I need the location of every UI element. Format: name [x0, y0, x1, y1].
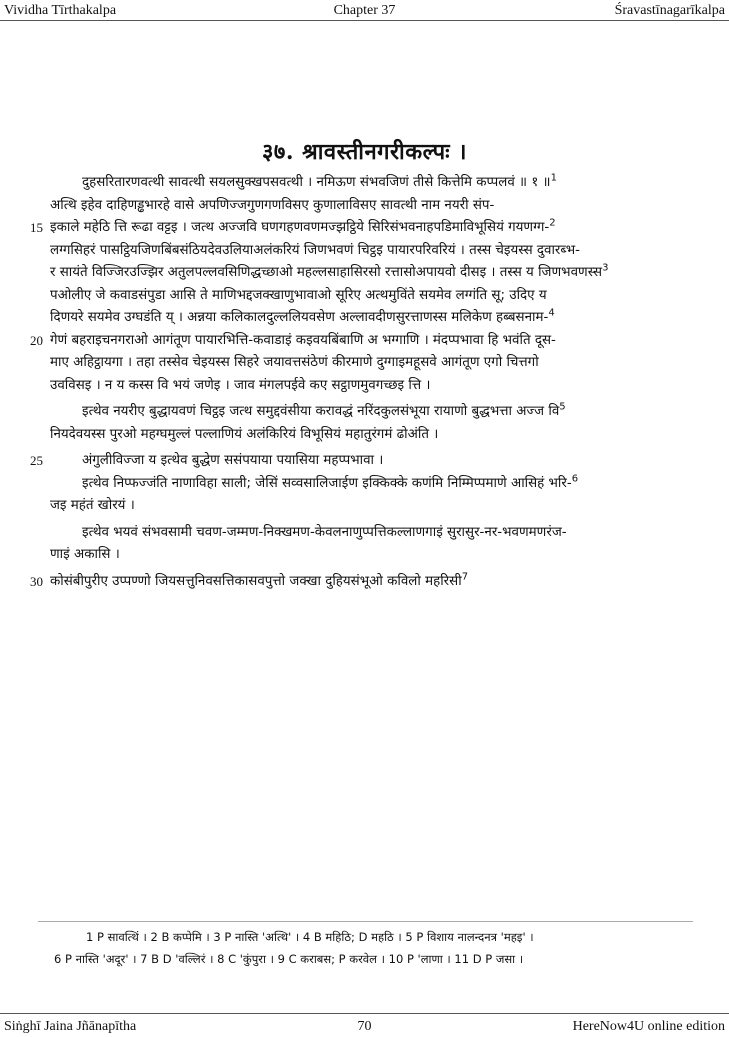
- footnote-ref: 6: [571, 473, 579, 485]
- text-line: [0, 450, 729, 473]
- chapter-title: ३७. श्रावस्तीनगरीकल्पः ।: [261, 139, 468, 165]
- line-content: इत्थेव निप्फज्जंति नाणाविहा साली; जेसिं सव्वसालिजाईण इक्किक्के कणंमि निम्मिप्पमाणे आसिहं भरि-: [82, 475, 572, 491]
- line-content: लग्गसिहरं पासट्ठियजिणबिंबसंठियदेवउलियाअलंकरियं जिणभवणं चिट्ठइ पायारपरिवरियं । तस्स चेइयस्स दुवारब्भ-: [50, 242, 581, 258]
- line-content: दिणयरे सयमेव उग्घडंति य्‌ । अन्नया कलिकालदुल्ललियवसेण अल्लावदीणसुरत्ताणस्स मलिकेण हब्बसनाम-: [50, 310, 549, 325]
- line-content: अत्थि इहेव दाहिणड्ढभारहे वासे अपणिज्जगुणगणविसए कुणालाविसए सावत्थी नाम नयरी संप-: [50, 197, 495, 213]
- line-text: [50, 285, 547, 308]
- line-number: 30: [30, 573, 43, 589]
- text-line: [0, 544, 729, 567]
- line-number: 25: [30, 453, 43, 468]
- line-content: इत्थेव भयवं संभवसामी चवण-जम्मण-निक्खमण-केवलनाणुप्पत्तिकल्लाणगाइं सुरासुर-नर-भवणमणरंज-: [82, 524, 567, 540]
- line-text: [50, 330, 556, 353]
- text-line: [0, 217, 729, 240]
- line-text: [50, 217, 556, 240]
- line-content: जइ महंतं खोरयं ।: [50, 498, 135, 513]
- running-header: [0, 0, 729, 21]
- line-content: गेणं बहराइचनगराओ आगंतूण पायारभित्ति-कवाडाइं कइवयबिंबाणि अ भग्गाणि । मंदप्पभावा हि भवंति दूस-: [50, 332, 556, 348]
- footnote-divider: [38, 921, 693, 922]
- text-line: [0, 375, 729, 398]
- line-content: इकाले महेठि त्ति रूढा वट्टइ । जत्थ अज्जवि घणगहणवणमज्झट्ठिये सिरिसंभवनाहपडिमाविभूसियं गयणग्ग-: [50, 220, 550, 235]
- line-text: [82, 172, 557, 195]
- text-line: [0, 172, 729, 195]
- footnote-ref: 7: [461, 571, 469, 583]
- line-content: माए अहिट्ठायगा । तहा तस्सेव चेइयस्स सिहरे जयावत्तसंठेणं कीरमाणे दुग्गाइमहूसवे आगंतूण एगो चित्तगो: [50, 355, 539, 370]
- line-text: [50, 544, 120, 567]
- header-chapter: Chapter 37: [333, 3, 396, 18]
- line-text: [50, 307, 555, 330]
- text-line: [0, 307, 729, 330]
- footnote-line: 6 P नास्ति 'अदूर' । 7 B D 'वल्लिरं । 8 C 'कुंपुरा । 9 C कराबस; P करवेल । 10 P 'लाणा । 11 D P जसा ।: [54, 952, 524, 966]
- line-content: उवविसइ । न य कस्स वि भयं जणेइ । जाव मंगलपईवे कए सट्ठाणमुवगच्छइ त्ति ।: [50, 377, 431, 393]
- line-number: 20: [30, 332, 43, 348]
- text-line: [0, 401, 729, 424]
- line-content: अंगुलीविज्जा य इत्थेव बुद्धेण ससंपयाया पयासिया महप्पभावा ।: [82, 453, 384, 468]
- text-line: [0, 262, 729, 285]
- text-line: [0, 473, 729, 496]
- line-text: [50, 424, 438, 447]
- text-line: [0, 424, 729, 447]
- footnote-ref: 1: [550, 172, 557, 184]
- text-line: [0, 522, 729, 545]
- footnote-ref: 3: [602, 262, 609, 274]
- line-text: [82, 473, 578, 496]
- line-text: [50, 352, 539, 375]
- header-book-title: Vividha Tīrthakalpa: [4, 3, 117, 18]
- line-text: [50, 495, 135, 518]
- text-line: [0, 195, 729, 218]
- footer-edition: HereNow4U online edition: [572, 1019, 725, 1034]
- line-content: र सायंते विज्जिरउज्झिर अतुलपल्लवसिणिद्धच्छाओ महल्लसाहासिरसो रत्तासोअपायवो दीसइ । तस्स य जिणभवणस्स: [50, 265, 603, 280]
- line-content: पओलीए जे कवाडसंपुडा आसि ते माणिभद्दजक्खाणुभावाओ सूरिए अत्थमुविंते सयमेव लग्गंति सू; उदिए य: [50, 287, 547, 303]
- line-text: [50, 195, 494, 218]
- body-text: [0, 172, 729, 593]
- text-line: [0, 571, 729, 594]
- line-content: कोसंबीपुरीए उप्पण्णो जियसत्तुनिवसत्तिकासवपुत्तो जक्खा दुहियसंभूओ कविलो महरिसी: [50, 573, 462, 589]
- line-text: [82, 522, 567, 545]
- footer-publisher: Siṅghī Jaina Jñānapītha: [4, 1019, 137, 1034]
- text-line: [0, 240, 729, 263]
- footnotes: [40, 926, 690, 970]
- line-content: णाइं अकासि ।: [50, 547, 120, 562]
- line-text: [50, 375, 430, 398]
- line-text: [50, 571, 468, 594]
- header-section-title: Śravastīnagarīkalpa: [614, 3, 725, 18]
- running-footer: [0, 1013, 729, 1036]
- line-content: दुहसरितारणवत्थी सावत्थी सयलसुक्खपसवत्थी । नमिऊण संभवजिणं तीसे कित्तेमि कप्पलवं ॥ १ ॥: [82, 175, 551, 190]
- line-number: 15: [30, 220, 43, 235]
- footnote-ref: 5: [559, 401, 566, 413]
- text-line: [0, 330, 729, 353]
- line-text: [82, 401, 566, 424]
- line-text: [50, 240, 580, 263]
- text-line: [0, 352, 729, 375]
- line-text: [82, 450, 383, 473]
- footnote-line: 1 P सावत्थिं । 2 B कप्पेमि । 3 P नास्ति 'अत्थि' । 4 B महिठि; D महठि । 5 P विशाय नालन्दनत्र 'महइ' ।: [86, 930, 534, 944]
- text-line: [0, 285, 729, 308]
- line-content: इत्थेव नयरीए बुद्धायवणं चिट्ठइ जत्थ समुद्दवंसीया करावद्धं नरिंदकुलसंभूया रायाणो बुद्धभत्ता अज्ज वि: [82, 404, 560, 419]
- line-text: [50, 262, 608, 285]
- line-content: नियदेवयस्स पुरओ महग्घमुल्लं पल्लाणियं अलंकिरियं विभूसियं महातुरंगमं ढोअंति ।: [50, 426, 439, 442]
- footnote-ref: 2: [549, 217, 556, 229]
- page-number: 70: [357, 1019, 372, 1034]
- footnote-ref: 4: [548, 307, 555, 319]
- text-line: [0, 495, 729, 518]
